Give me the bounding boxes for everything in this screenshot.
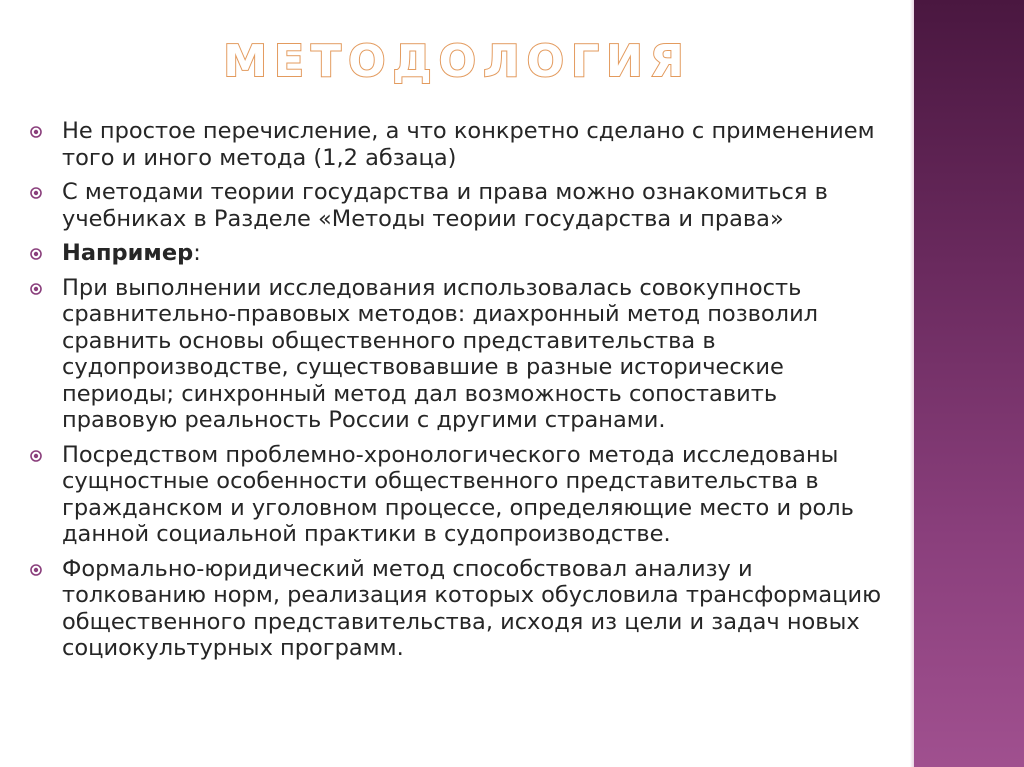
bullet-item (28, 179, 898, 232)
bullet-item (28, 118, 898, 171)
bullet-item (28, 275, 898, 434)
bullet-text: При выполнении исследования использовалась совокупность сравнительно-правовых методов: диахронный метод позволил сравнить основы общественного представительства в судопроизводстве, существовавшие в разные исторические периоды; синхронный метод дал возможность сопоставить правовую реальность России с другими странами. (62, 274, 819, 433)
circle-dot-bullet-icon (30, 187, 42, 199)
bullet-item (28, 442, 898, 548)
bullet-item (28, 240, 898, 267)
slide-title: МЕТОДОЛОГИЯ (223, 36, 691, 87)
circle-dot-bullet-icon (30, 283, 42, 295)
bullet-text: Посредством проблемно-хронологического метода исследованы сущностные особенности общественного представительства в гражданском и уголовном процессе, определяющие место и роль данной социальной практики в судопроизводстве. (62, 441, 854, 547)
circle-dot-bullet-icon (30, 248, 42, 260)
bullet-text: Не простое перечисление, а что конкретно сделано с применением того и иного метода (1,2 абзаца) (62, 118, 875, 171)
bullet-item (28, 556, 898, 662)
circle-dot-bullet-icon (30, 450, 42, 462)
circle-dot-bullet-icon (30, 126, 42, 138)
bullet-bold-text: Например (62, 240, 194, 266)
circle-dot-bullet-icon (30, 564, 42, 576)
bullet-text: Формально-юридический метод способствовал анализу и толкованию норм, реализация которых обусловила трансформацию общественного представительства, исходя из цели и задач новых социокультурных программ. (62, 555, 882, 661)
decorative-sidebar (914, 0, 1024, 767)
bullet-text: : (193, 240, 201, 266)
slide-content (28, 118, 898, 670)
bullet-text: С методами теории государства и права можно ознакомиться в учебниках в Разделе «Методы теории государства и права» (62, 179, 828, 232)
bullet-list (28, 118, 898, 662)
